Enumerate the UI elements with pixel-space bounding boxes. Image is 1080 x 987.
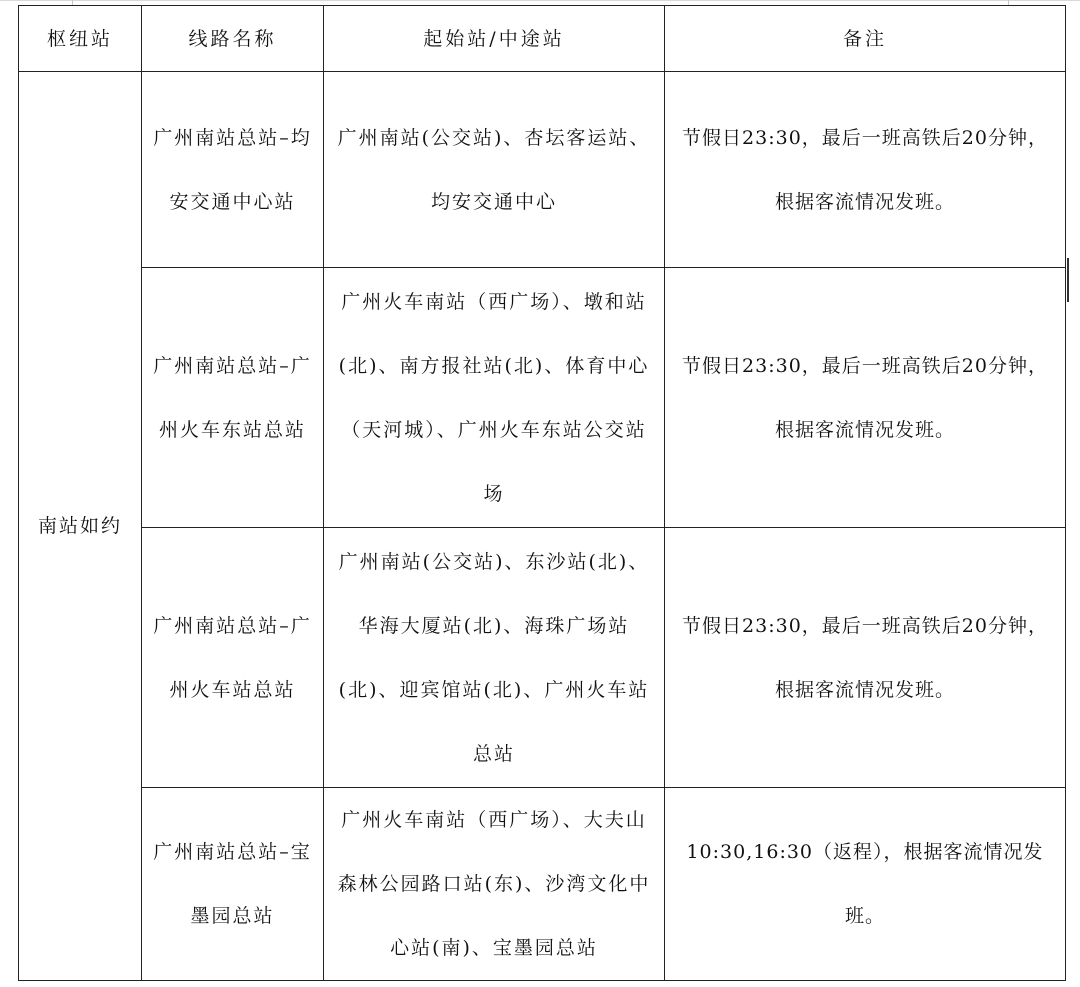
stops-cell — [324, 72, 665, 268]
note-cell — [665, 788, 1066, 981]
note-cell — [665, 268, 1066, 528]
table-row — [19, 72, 1066, 268]
stops-text: 广州火车南站（西广场）、大夫山森林公园路口站(东)、沙湾文化中心站(南)、宝墨园总站 — [337, 809, 651, 959]
bus-route-table — [18, 5, 1066, 981]
table-row — [19, 788, 1066, 981]
route-cell — [142, 528, 324, 788]
header-route-name: 线路名称 — [142, 6, 324, 72]
stops-text: 广州火车南站（西广场）、墩和站(北)、南方报社站(北)、体育中心（天河城）、广州火车东站公交站场 — [338, 290, 650, 505]
route-cell — [142, 268, 324, 528]
stops-text: 广州南站(公交站)、东沙站(北)、华海大厦站(北)、海珠广场站(北)、迎宾馆站(北)、广州火车站总站 — [338, 550, 650, 765]
hub-cell — [19, 72, 142, 981]
note-text: 节假日23:30，最后一班高铁后20分钟，根据客流情况发班。 — [682, 126, 1048, 213]
stops-text: 广州南站(公交站)、杏坛客运站、均安交通中心 — [337, 126, 651, 213]
note-text: 节假日23:30，最后一班高铁后20分钟，根据客流情况发班。 — [682, 614, 1048, 701]
table-row — [19, 268, 1066, 528]
stops-cell — [324, 528, 665, 788]
hub-name: 南站如约 — [37, 515, 122, 537]
header-hub: 枢纽站 — [19, 6, 142, 72]
route-name: 广州南站总站–广州火车站总站 — [153, 614, 312, 701]
page-top-rule — [0, 0, 1080, 1]
route-name: 广州南站总站–宝墨园总站 — [153, 841, 312, 927]
route-cell — [142, 72, 324, 268]
note-text: 10:30,16:30（返程），根据客流情况发班。 — [686, 841, 1044, 927]
table-row — [19, 528, 1066, 788]
text-cursor-bar — [1067, 258, 1069, 302]
stops-cell — [324, 268, 665, 528]
note-cell — [665, 72, 1066, 268]
route-name: 广州南站总站–均安交通中心站 — [153, 126, 312, 213]
note-text: 节假日23:30，最后一班高铁后20分钟，根据客流情况发班。 — [682, 354, 1048, 441]
header-notes: 备注 — [665, 6, 1066, 72]
note-cell — [665, 528, 1066, 788]
header-row — [19, 6, 1066, 72]
stops-cell — [324, 788, 665, 981]
route-name: 广州南站总站–广州火车东站总站 — [153, 354, 312, 441]
route-cell — [142, 788, 324, 981]
header-stops: 起始站/中途站 — [324, 6, 665, 72]
